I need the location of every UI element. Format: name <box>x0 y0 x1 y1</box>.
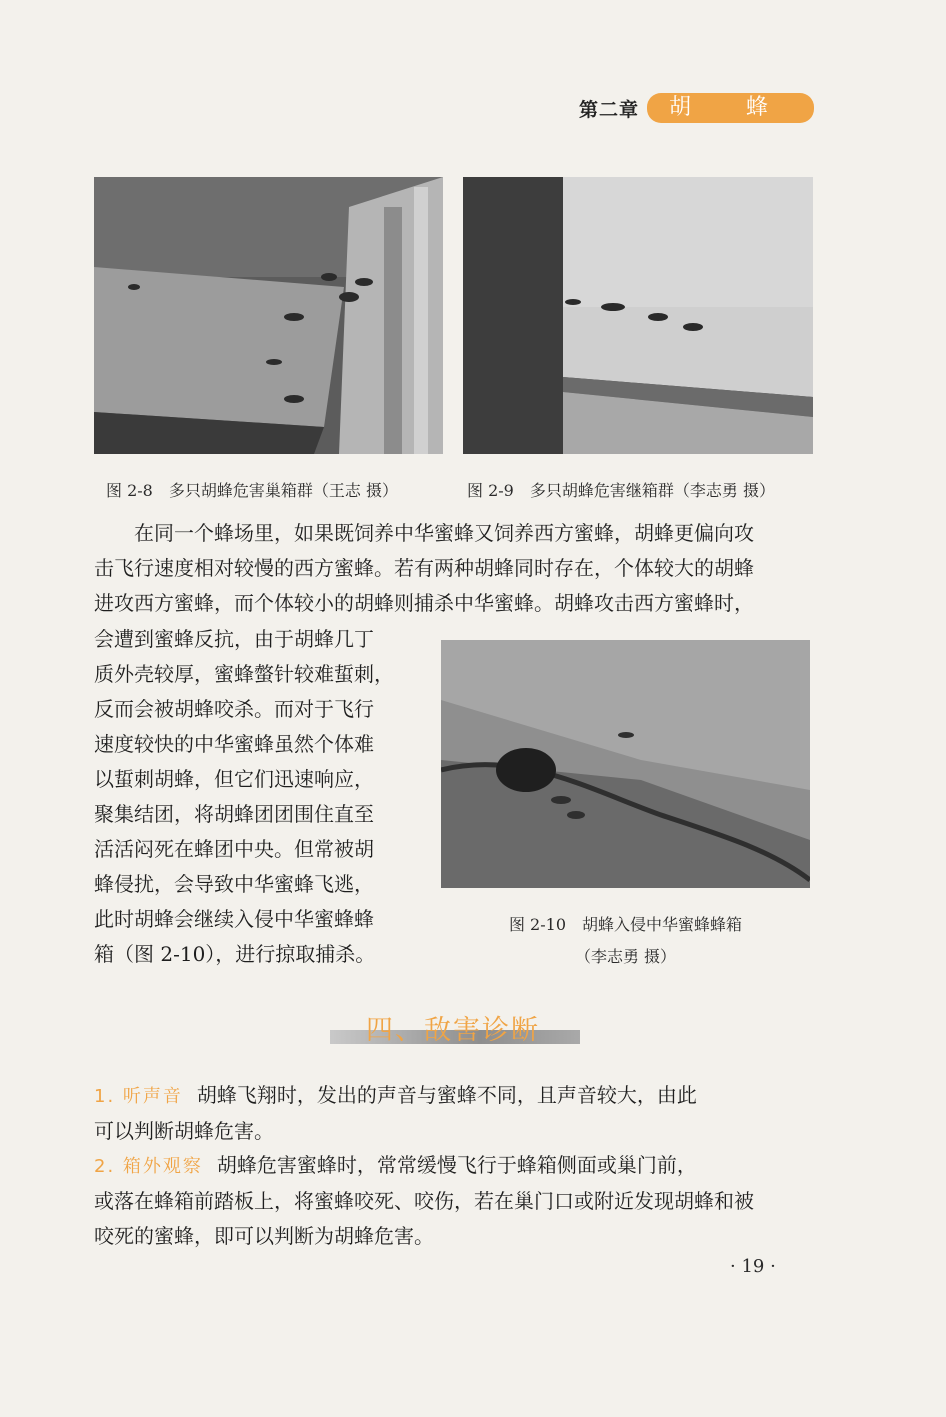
figure-2-10-photo <box>441 640 810 888</box>
section-heading <box>330 1008 580 1046</box>
chapter-label: 第二章 <box>578 98 639 121</box>
paragraph-2-line: 此时胡蜂会继续入侵中华蜜蜂蜂 <box>94 907 374 931</box>
paragraph-2-line: 活活闷死在蜂团中央。但常被胡 <box>94 837 374 861</box>
figure-2-10-credit: （李志勇 摄） <box>574 947 677 966</box>
figure-2-9-caption: 图 2-9 多只胡蜂危害继箱群（李志勇 摄） <box>467 481 775 500</box>
section-heading-text: 四、敌害诊断 <box>366 1015 540 1046</box>
diagnosis-item-1 <box>94 1078 813 1149</box>
diagnosis-item-2-line: 或落在蜂箱前踏板上，将蜜蜂咬死、咬伤，若在巢门口或附近发现胡蜂和被 <box>94 1189 754 1213</box>
diagnosis-item-1-label: 1. 听声音 <box>94 1086 183 1107</box>
figure-2-10-caption: 图 2-10 胡蜂入侵中华蜜蜂蜂箱 <box>508 915 743 934</box>
paragraph-1-line: 击飞行速度相对较慢的西方蜜蜂。若有两种胡蜂同时存在，个体较大的胡蜂 <box>94 556 754 580</box>
paragraph-2-line: 速度较快的中华蜜蜂虽然个体难 <box>94 732 374 756</box>
diagnosis-item-2-text: 胡蜂危害蜜蜂时，常常缓慢飞行于蜂箱侧面或巢门前， <box>216 1153 697 1177</box>
chapter-title-badge: 胡 蜂 <box>647 93 814 123</box>
paragraph-2-line: 反而会被胡蜂咬杀。而对于飞行 <box>94 697 374 721</box>
figure-2-8-caption: 图 2-8 多只胡蜂危害巢箱群（王志 摄） <box>106 481 398 500</box>
paragraph-2-line: 聚集结团，将胡蜂团团围住直至 <box>94 802 374 826</box>
page-number: · 19 · <box>730 1256 776 1277</box>
paragraph-2-line: 会遭到蜜蜂反抗，由于胡蜂几丁 <box>94 627 374 651</box>
figure-2-8-photo <box>94 177 443 454</box>
chapter-header <box>579 92 814 124</box>
diagnosis-item-1-line: 可以判断胡蜂危害。 <box>94 1119 274 1143</box>
paragraph-1 <box>94 516 813 621</box>
paragraph-2-line: 箱（图 2-10），进行掠取捕杀。 <box>94 942 376 966</box>
paragraph-2-line: 以蜇刺胡蜂，但它们迅速响应， <box>94 767 374 791</box>
diagnosis-item-2 <box>94 1148 813 1254</box>
paragraph-2-line: 质外壳较厚，蜜蜂螫针较难蜇刺， <box>94 662 394 686</box>
diagnosis-item-2-line: 咬死的蜜蜂，即可以判断为胡蜂危害。 <box>94 1224 434 1248</box>
paragraph-2 <box>94 622 424 972</box>
paragraph-1-line: 进攻西方蜜蜂，而个体较小的胡蜂则捕杀中华蜜蜂。胡蜂攻击西方蜜蜂时， <box>94 591 754 615</box>
diagnosis-item-1-line <box>94 1078 813 1114</box>
diagnosis-item-2-label: 2. 箱外观察 <box>94 1156 203 1177</box>
paragraph-2-line: 蜂侵扰，会导致中华蜜蜂飞逃， <box>94 872 374 896</box>
paragraph-1-line: 在同一个蜂场里，如果既饲养中华蜜蜂又饲养西方蜜蜂，胡蜂更偏向攻 <box>94 521 754 545</box>
diagnosis-item-2-line <box>94 1148 813 1184</box>
diagnosis-item-1-text: 胡蜂飞翔时，发出的声音与蜜蜂不同，且声音较大，由此 <box>196 1083 697 1107</box>
figure-2-9-photo <box>463 177 813 454</box>
